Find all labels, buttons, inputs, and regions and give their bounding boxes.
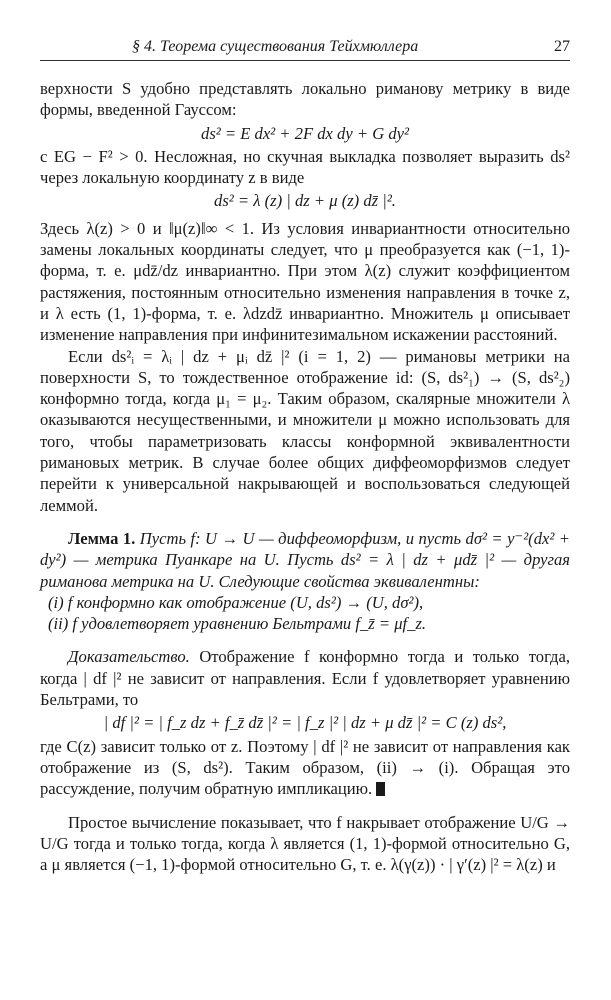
paragraph-1: верхности S удобно представлять локально риманову метрику в виде формы, введенной Гауссом: <box>40 79 570 120</box>
lemma-item-2: (ii) f удовлетворяет уравнению Бельтрами f_z̄ = μf_z. <box>48 614 427 634</box>
proof-text: Отображение f конформно тогда и только тогда, когда | df |² не зависит от направления. Если f удовлетворяет уравнению Бельтрами, то <box>40 647 570 710</box>
formula-df: | df |² = | f_z dz + f_z̄ dz̄ |² = | f_z |² | dz + μ dz̄ |² = C (z) ds², <box>103 713 507 733</box>
proof-label: Доказательство. <box>68 647 190 667</box>
qed-mark <box>376 782 385 796</box>
lemma-statement: Пусть f: U → U — диффеоморфизм, и пусть dσ² = y⁻²(dx² + dy²) — метрика Пуанкаре на U. Пусть ds² = λ | dz + μdz̄ |² — другая риманова метрика на U. Следующие свойства эквивалентны: <box>40 528 570 591</box>
running-header <box>40 38 570 61</box>
lemma-1 <box>40 528 570 592</box>
paragraph-5 <box>40 736 570 800</box>
proof <box>40 646 570 710</box>
page-number: 27 <box>554 38 570 55</box>
paragraph-2: с EG − F² > 0. Несложная, но скучная выкладка позволяет выразить ds² через локальную координату z в виде <box>40 146 570 188</box>
formula-gauss: ds² = E dx² + 2F dx dy + G dy² <box>201 123 409 143</box>
lemma-item-1: (i) f конформно как отображение (U, ds²) → (U, dσ²), <box>48 592 424 612</box>
paragraph-4: Если ds²ᵢ = λᵢ | dz + μᵢ dz̄ |² (i = 1, 2) — римановы метрики на поверхности S, то тождественное отображение id: (S, ds²₁) → (S, ds²₂) конформно тогда, когда μ₁ = μ₂. Таким образом, скалярные множители λ оказываются несущественными, и множители μ можно использовать для того, чтобы параметризовать классы конформной эквивалентности римановых метрик. В случае более общих диффеоморфизмов следует перейти к универсальной накрывающей и воспользоваться следующей леммой. <box>40 346 570 515</box>
paragraph-5-text: где C(z) зависит только от z. Поэтому | df |² не зависит от направления как отображение из (S, ds²). Таким образом, (ii) → (i). Обращая это рассуждение, получим обратную импликацию. <box>40 736 570 799</box>
paragraph-6: Простое вычисление показывает, что f накрывает отображение U/G → U/G тогда и только тогда, когда λ является (1, 1)-формой относительно G, а μ является (−1, 1)-формой относительно G, т. е. λ(γ(z)) · | γ′(z) |² = λ(z) и <box>40 812 570 875</box>
lemma-label: Лемма 1. <box>68 528 136 548</box>
formula-local: ds² = λ (z) | dz + μ (z) dz̄ |². <box>214 191 396 211</box>
paragraph-3: Здесь λ(z) > 0 и ‖μ(z)‖∞ < 1. Из условия инвариантности относительно замены локальных координаты следует, что μ преобразуется как (−1, 1)-форма, т. е. μdz̄/dz инвариантно. При этом λ(z) служит коэффициентом растяжения, постоянным относительно изменения направления в точке z, и λ есть (1, 1)-форма, т. е. λdzdz̄ инвариантно. Множитель μ описывает изменение направления при инфинитезимальном искажении расстояний. <box>40 218 570 345</box>
page-body <box>40 78 570 875</box>
running-title: § 4. Теорема существования Тейхмюллера <box>132 38 419 55</box>
